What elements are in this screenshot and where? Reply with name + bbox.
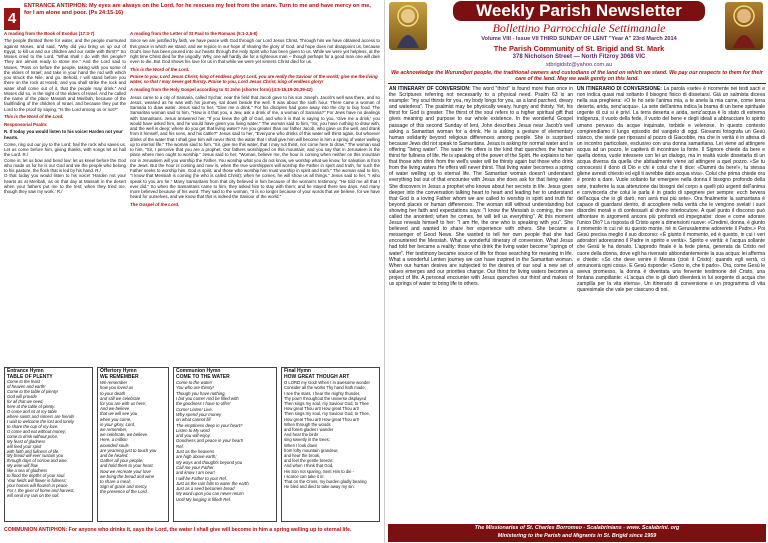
saint-mark-icon [725, 2, 763, 50]
gospel-end: The Gospel of the Lord. [130, 201, 180, 207]
acknowledgement: We acknowledge the Wurundjeri people, the traditional owners and custodians of the land on which we stand. We pay our respects to them for their care of the land. May we walk gently on this land. [391, 70, 763, 83]
second-reading-end: This is the Word of the Lord. [130, 66, 190, 72]
final-hymn [281, 367, 380, 522]
psalm-title: Responsorial Psalm: [4, 122, 48, 127]
gospel-text: Jesus came to a city of Samaria, called Sychar, near the field that Jacob gave to his son Joseph. Jacob's well was there, and so Jesus, wearied as he was with his journey, sat down beside the well. It was about the sixth hour. There came a woman of Samaria to draw water. Jesus said to her, "Give me a drink." For his disciples had gone away into the city to buy food. The Samaritan woman said to him, "How is it that you, a Jew, ask a drink of me, a woman of Samaria?" For Jews have no dealings with Samaritans. Jesus answered her, "If you knew the gift of God, and who it is that is saying to you, 'Give me a drink,' you would have asked him, and he would have given you living water." The woman said to him, "Sir, you have nothing to draw with, and the well is deep; where do you get that living water? Are you greater than our father Jacob, who gave us the well, and drank from it himself, and his sons, and his cattle?" Jesus said to her, "Everyone who drinks of this water will thirst again, but whoever drinks of the water that I shall give him will never thirst; the water that I shall give him will become in him a spring of water welling up to eternal life." The woman said to him, "Sir, give me this water, that I may not thirst, nor come here to draw." The woman said to him, "Sir, I perceive that you are a prophet. Our fathers worshipped on this mountain; and you say that in Jerusalem is the place where men ought to worship." Jesus said to her, "Woman, believe me, the hour is coming when neither on this mountain nor in Jerusalem will you worship the Father. You worship what you do not know, we worship what we know, for salvation is from the Jews. But the hour is coming and now is, when the true worshippers will worship the Father in spirit and truth, for such the Father seeks to worship him. God is spirit, and those who worship him must worship in spirit and truth." The woman said to him, "I know that Messiah is coming (he who is called Christ); when he comes, he will show us all things." Jesus said to her, "I who speak to you am he." Many Samaritans from that city believed in him because of the woman's testimony, "He told me all that I ever did." So when the Samaritans came to him, they asked him to stay with them; and he stayed there two days. And many more believed because of his word. They said to the woman, "It is no longer because of your words that we believe, for we have heard for ourselves, and we know that this is indeed the Saviour of the world." [130, 94, 380, 200]
hymn-text: We remember how you loved us to your death and still we celebrate for you are with us here; And we believe that we will see you when you come, in your glory, Lord, we remember, we celebrate, we believe. Here, a million wounded souls are yearning just to touch you and be healed. Gather all your people, and hold them to your heart. Now we recreate your love we bring the bread and wine to share a meal; Sign of grace and mercy, the presence of the Lord. [100, 380, 157, 495]
right-page [384, 0, 768, 543]
parish-name: The Parish Community of St. Brigid and St. Mark [493, 44, 665, 53]
hymn-subtitle: HOW GREAT THOUGH ART [284, 373, 350, 380]
second-reading-title: A reading from the Letter of St Paul to the Romans (5:1-2,5-8) [130, 31, 258, 36]
hymn-subtitle: TABLE OF PLENTY [7, 373, 53, 380]
hymn-text: Come to the feast of heaven and earth! Come to the table of plenty! God will provide for all that we need, here at the table of plenty. O come and sit at my table where saints and sinners are friends I wait to welcome the lost and lonely to share the cup of my love. O come and eat without money; come to drink without price. My feast of gladness will feed your spirit with faith and fullness of life. My bread will ever sustain you through days of sorrow and woe. My wine will flow like a sea of gladness to flood the depths of your soul. Your fields will flower in fullness; your homes will flourish in peace For I, the giver of home and harvest, will send my rain on the soil. [7, 379, 75, 499]
header-divider [388, 83, 766, 84]
parish-address: 378 Nicholson Street — North Fitzroy 3068 VIC [512, 54, 646, 60]
issue-line: Volume VIII - Issue VII THIRD SUNDAY OF LENT "Year A" 23rd March 2014 [481, 36, 677, 42]
intro-title: AN ITINERARY OF CONVERSION: [389, 86, 471, 92]
hymn-text: Come to the water! You who are thirsty! Though you have nothing, I bid you come! And be filled with the goodness I have to offer! Come! Listen! Live. Why spend your money on what cannot fill The emptiness deep in your heart? Listen to My word and you will enjoy Goodness and peace in your heart! Ref. Just as the heavens are high above earth; My ways and thoughts beyond you Call me your Father and know I am near! I will be Father to you! Ref. Just as the rain falls to water the earth. Just as a seed becomes bread My word upon you can never return Until My longing is filled! Ref. [176, 380, 250, 502]
hymn-title: Offertory Hymn [100, 368, 137, 374]
psalm-text: Come, ring out our joy to the Lord; hail the rock who saves us. Let us come before him, giving thanks, with songs let us hail the Lord. R./ Come in; let us bow and bend low; let us kneel before the God who made us for he is our God and we the people who belong to his pasture, the flock that is led by his hand. R./ O that today you would listen to his voice! 'Harden not your hearts as at Meribah, as on that day at Massah in the desert when your fathers put me to the test; when they tried me, though they saw my work.' R./ [4, 141, 126, 194]
gospel-title: A reading from the Holy Gospel according to St John (shorter form) (4:5-15,19-26,39-42) [130, 87, 313, 93]
entrance-hymn [4, 367, 93, 522]
first-reading-title: A reading from the Book of Exodus (17:3-7) [4, 31, 95, 36]
saint-brigid-icon [389, 2, 427, 50]
newsletter-title: Weekly Parish Newsletter [476, 1, 682, 20]
offertory-hymn [97, 367, 169, 522]
page-number: 4 [4, 8, 20, 30]
saint-figure-icon [389, 2, 427, 50]
first-reading-end: This is the Word of the Lord. [4, 113, 64, 119]
entrance-antiphon: ENTRANCE ANTIPHON: My eyes are always on the Lord, for he rescues my feet from the snare. Turn to me and have mercy on me, for I am alone and poor. (Ps 24:15-16) [24, 3, 371, 16]
footer: The Missionaries of St. Charles Borromeo - Scalabrinians - www. Scalabrini. org Ministering to the Parish and Migrants in St. Brigid since 1959 [388, 524, 766, 542]
itinerary-text: La parola «sete» è ricorrente nei testi sacri e non indica quasi mai soltanto il bisogno fisico di dissetarsi. Già un salmista diceva nella sua preghiera: «O te ho sete l'anima mia, a te anela la mia carne, come terra deserta, arida, senz'acqua». La sete dell'anima indica la brama di un bene spirituale urgente di cui si è privi. La terra deserta e arida, senz'acqua è lo stato di estrema indigenza, il vuoto della fede, il vuoto del bene e degli ideali a abbracciare lo spirito umano pervaso da acque inquinate, torbide e velenose. In questo contesto comprendiamo il lungo episodio del vangelo di oggi. Giovanni fotografa un Gesù stanco, che siede per riposarsi al pozzo di Giacobbe, ma che in verità è in attesa di un incontro particolare, esclusivo con una donna samaritana. Lei viene ad attingere acqua ad un pozzo, le capiterà di incontrare la fonte. Il Signore chiede da bere e quella donna, vuole intessere con lei un dialogo, ma in realtà vuole dissetarla di un acqua diversa da quella che abitualmente viene ad attingere a quel pozzo. «Se tu conoscessi il dono di Dio e chi è colui che ti dice: «Dammi da bere!», tu stessa gliene avresti chiesto ed egli ti avrebbe dato acqua viva». Colui che prima chiede ora è pronto a dare. Vuole soltanto far emergere nella donna il bisogno profondo della sete, trasferire la sua attenzione dai bisogni del corpo a quelli più urgenti dell'anima e convincerla che colui le parla è in grado di spegnere per sempre: ecch bevera dell'acqua che io gli darò, non avrà mai più sete». Ora finalmente la samaritana è capace di guardarsi dentro, di accogliere nella verità che le vengono svelati i suoi disordini morali e di confessarli al divino interlocutore. A quel punto il discorso può affrontare in argomenti ancora più profondi ed impegnativi: dove e come adorare l'unico Dio? La risposta di Cristo apre a dimensioni nuove: «Credimi, donna, è giunto il momento in cui né su questo monte, né in Gerusalemme adorerete il Padre.» Poi Gesù precisa meglio il suo discorso: «È giunto il momento, ed è questo, in cui i veri adoratori adoreranno il Padre in spirito e verità». Spirito e verità: è l'acqua sollante che Gesù le ha donato. L'approdo finale è la fede piena, generata da Cristo nel cuore della donna, dove egli ha riversato abbondantemente la sua acqua: lei afferma e chiede: «So che deve venire il Messia (cioè il Cristo): quando egli verrà, ci annuncerà ogni cosa». E Gesù risponde: «Sono io, che ti parlo». Ora, come Gesù le aveva promesso, la donna è diventata una fervente testimone del Cristo, una fontana zampillante: «L'acqua che io gli darò diventerà in lui sorgente di acqua che zampilla per la vita eterna». Un itinerario di conversione e un programma di vita quaresimale che vale per ciascuno di noi. [577, 86, 765, 294]
newsletter-subtitle: Bollettino Parrocchiale Settimanale [492, 21, 666, 35]
second-reading-text: Since we are justified by faith, we have peace with God through our Lord Jesus Christ. Through him we have obtained access to this grace in which we stand, and we rejoice in our hope of sharing the glory of God, and hope does not disappoint us, because God's love has been poured into our hearts through the Holy Spirit who has been given to us. While we were yet helpless, at the right time Christ died for the ungodly. Why, one will hardly die for a righteous man -- though perhaps for a good man one will dare even to die. But God shows his love for us in that while we were yet sinners Christ died for us. [130, 38, 380, 65]
first-reading [4, 31, 126, 196]
psalm-response: R. If today you would listen to his voice! Harden not your hearts. [4, 129, 123, 140]
hymn-text: O LORD my God! When I in awesome wonder Consider all the works Thy hand hath made; I see the stars, I hear the mighty thunder, Thy pow'r throughout the universe displayed Then sings my soul, my Saviour God, to Thee How great Thou art! How great Thou art! Then sings my soul, my Saviour God, to Thee, How great Thou art! How great Thou art! When through the woods and forest glades I wander And hear the birds sing sweetly in the trees; When I look down from lofty mountain grandeur, and hear the brook, and feel the gentle breeze: And when I think that God, His Son not sparing, Sent Him to die - I scarce can take it in: That on the Cross, my burden gladly bearing He bled and died to take away my sin: [284, 380, 371, 490]
parish-email[interactable]: stbrigidsfz@yahoo.com.au [546, 62, 612, 68]
first-reading-text: The people thirsted there for water, and the people murmured against Moses, and said, "Why did you bring us up out of Egypt, to kill us and our children and our cattle with thirst?" So Moses cried to the Lord, "What shall I do with this people? They are almost ready to stone me." And the Lord said to Moses, "Pass on before the people, taking with you some of the elders of Israel; and take in your hand the rod with which you struck the Nile, and go. Behold, I will stand before you there on the rock at Horeb; and you shall strike the rock and water shall come out of it, that the people may drink." And Moses did so, in the sight of the elders of Israel. And he called the name of the place Massah and Meribah, because of the faultfinding of the children of Israel, and because they put the Lord to the proof by saying, "Is the Lord among us or not?" [4, 38, 126, 112]
hymn-title: Entrance Hymn [7, 368, 44, 374]
intro-text: The word "thirst" is found more than once in the Scriptures referring not necessarily to a physical need. Psalm 63 is an example: "my soul thirsts for you, my body longs for you, as a land parched, dreary and waterless". The psalmist may be physically weary, hungry and thirsty. Yet, his thirst for God is greater. The thirst of the soul refers to a higher spiritual gift that gives meaning and purpose to our whole existence. In the wonderful Gospel passage of this second Sunday of lent, John describes Jesus near Jacob's well asking a Samaritan woman for a drink. He is asking a gesture of elementary human solidarity beyond religious differences among people. She is surprised because Jews did not speak to Samaritans. Jesus is asking for normal water and is offering "living water". The water He offers is the kind that quenches the human thirst for fullness of life. He is speaking of the power of the Spirit. He explains to her that those who drink from the well's water will be thirsty again but those who drink from the living waters He offers will never thirst. That living water becomes a spring of water welling up to eternal life. The Samaritan woman doesn't understand everything but out of that encounter with Jesus she does ask for that living water. She discovers in Jesus a prophet who knows about her secrets in life. Jesus goes deeper into the conversation talking heart to heart and leading her to understand that God is a loving Father whom we are called to worship in spirit and truth far beyond places or human differences. The woman still without understanding but showing her faith and expectations says: "I know the Messiah is coming, the one called the anointed; when he comes, he will tell us everything". At this moment Jesus reveals himself to her: "I am He, the one who is speaking with you". She believed and wanted to share her experience with others. She became a messenger of Good News. She wanted to tell her own people that she had encountered the Messiah. What a wonderful itinerary of conversion. What Jesus had told her became a reality: those who drink the living water become "springs of water". Her testimony became source of life for those searching for meaning in life. What a wonderful Lenten journey we can have inspired in the Samaritan woman. When our human desires are subjected to the desires of our soul a new set of values emerges and our priorities change. Our thirst for living waters becomes a project of life. A personal encounter with Jesus quenches our thirst and makes of us springs of water to bring life to others. [389, 86, 573, 287]
second-reading [130, 31, 380, 209]
gospel-acclamation: Praise to you, Lord Jesus Christ, king of endless glory! Lord, you are really the Saviour of the world; give me the living water, so that I may never get thirsty. Praise to you, Lord Jesus Christ, king of endless glory! [130, 73, 378, 84]
newsletter-title-bar [453, 1, 705, 21]
itinerary-english [389, 86, 573, 287]
itinerary-title: UN ITINERARIO DI CONVERSIONE: [577, 86, 662, 92]
saint-figure-icon [725, 2, 763, 50]
hymn-subtitle: WE REMEMBER [100, 373, 139, 380]
itinerary-italian [577, 86, 765, 293]
hymn-title: Communion Hymn [176, 368, 221, 374]
hymn-subtitle: COME TO THE WATER [176, 373, 230, 380]
hymn-title: Final Hymn [284, 368, 311, 374]
communion-antiphon: COMMUNION ANTIPHON: For anyone who drinks it, says the Lord, the water I shall give will become in him a spring welling up to eternal life. [4, 527, 352, 533]
communion-hymn [173, 367, 277, 522]
